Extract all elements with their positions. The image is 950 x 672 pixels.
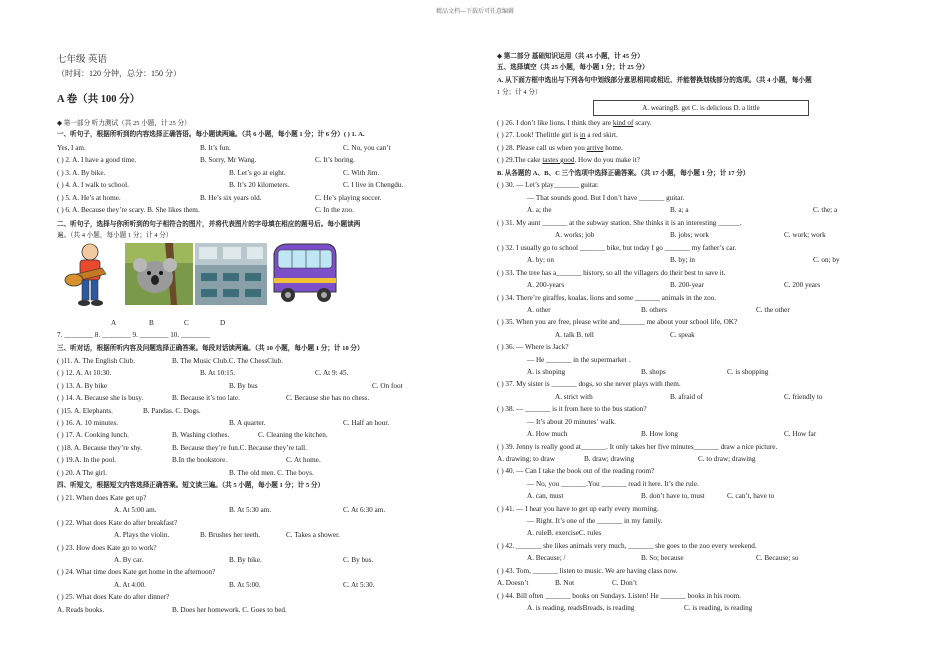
question-38: ( ) 38. — _______ is it from here to the bus station? bbox=[497, 405, 647, 413]
question-33: ( ) 33. The tree has a_______ history, so all the villagers do their best to save it. bbox=[497, 269, 726, 277]
question-23: ( ) 23. How does Kate go to work? bbox=[57, 544, 157, 552]
section2-answer-blanks: 7. ________ 8. ________ 9. ________ 10. ________ bbox=[57, 331, 210, 339]
question-30: ( ) 30. — Let’s play_______ guitar. bbox=[497, 181, 599, 189]
section5-title: 五、选择填空（共 25 小题，每小题 1 分；计 25 分） bbox=[497, 64, 649, 71]
exam-time: （时间：120 分钟，总分：150 分） bbox=[57, 69, 181, 78]
section2-title: 二、听句子，选择与你所听到的句子相符合的图片，并将代表图片的字母填在相应的题号后。每小题读两 bbox=[57, 221, 361, 228]
section1-title: 一、听句子，根据所听到的内容选择正确答语。每小题读两遍。（共 6 小题，每小题 1 分；计 6 分）( ) 1. A. bbox=[57, 131, 365, 138]
question-25: ( ) 25. What does Kate do after dinner? bbox=[57, 593, 170, 601]
grade-title: 七年级 英语 bbox=[57, 55, 107, 65]
section3-title: 三、听对话，根据所听内容及问题选择正确答案。每段对话读两遍。（共 10 小题，每小题 1 分；计 10 分） bbox=[57, 345, 364, 352]
question-27: ( ) 27. Look! Thelittle girl is in a red skirt. bbox=[497, 131, 618, 139]
picture-label-c: C bbox=[184, 319, 189, 327]
sectionA-title-cont: 1 分；计 4 分） bbox=[497, 89, 542, 96]
picture-label-d: D bbox=[220, 319, 226, 327]
sectionA-title: A. 从下面方框中选出与下列各句中划线部分意思相同或相近、并能替换划线部分的选项。（共 4 小题，每小题 bbox=[497, 77, 812, 84]
part1-title: ◆ 第一部分 听力测试（共 25 小题，计 25 分） bbox=[57, 120, 191, 127]
question-43: ( ) 43. Tom, _______ listen to music. We are having class now. bbox=[497, 567, 678, 575]
koala-picture bbox=[125, 243, 193, 305]
volume-title: A 卷（共 100 分） bbox=[57, 94, 141, 105]
question-39: ( ) 39. Jenny is really good at_______. It only takes her five minutes_______ draw a nice picture. bbox=[497, 443, 778, 451]
question-22: ( ) 22. What does Kate do after breakfast? bbox=[57, 519, 178, 527]
page-header: 精品文档---下载后可任意编辑 bbox=[436, 9, 514, 15]
question-36: ( ) 36. — Where is Jack? bbox=[497, 343, 569, 351]
question-44: ( ) 44. Bill often _______ books on Sundays. Listen! He _______ books in his room. bbox=[497, 592, 741, 600]
question-21: ( ) 21. When does Kate get up? bbox=[57, 494, 147, 502]
question-26: ( ) 26. I don’t like lions. I think they are kind of scary. bbox=[497, 119, 652, 127]
question-42: ( ) 42. _______ she likes animals very much, _______ she goes to the zoo every weekend. bbox=[497, 542, 757, 550]
question-41: ( ) 41. — I hear you have to get up early every morning. bbox=[497, 505, 659, 513]
question-40: ( ) 40. — Can I take the book out of the reading room? bbox=[497, 467, 655, 475]
part2-title: ◆ 第二部分 基础知识运用（共 45 小题，计 45 分） bbox=[497, 53, 644, 60]
question-35: ( ) 35. When you are free, please write and_______ me about your school life, OK? bbox=[497, 318, 738, 326]
word-options-box: A. wearingB. get C. is delicious D. a little bbox=[593, 100, 809, 116]
question-29: ( ) 29.The cake tastes good. How do you make it? bbox=[497, 156, 640, 164]
question-24: ( ) 24. What time does Kate get home in the afternoon? bbox=[57, 568, 216, 576]
question-37: ( ) 37. My sister is _______ dogs, so she never plays with them. bbox=[497, 380, 681, 388]
question-32: ( ) 32. I usually go to school _______ bike, but today I go _______ my father’s car. bbox=[497, 244, 737, 252]
guitar-boy-picture bbox=[60, 240, 122, 310]
question-28: ( ) 28. Please call us when you arrive home. bbox=[497, 144, 623, 152]
section2-title-cont: 遍。（共 4 小题，每小题 1 分；计 4 分） bbox=[57, 232, 173, 239]
bus-picture bbox=[268, 240, 340, 308]
picture-label-a: A bbox=[111, 319, 117, 327]
question-34: ( ) 34. There’re giraffes, koalas, lions and some _______ animals in the zoo. bbox=[497, 294, 717, 302]
section4-title: 四、听短文，根据短文内容选择正确答案。短文读三遍。（共 5 小题，每小题 1 分；计 5 分） bbox=[57, 482, 325, 489]
question-31: ( ) 31. My aunt _______ at the subway station. She thinks it is an interesting ______. bbox=[497, 219, 742, 227]
picture-label-b: B bbox=[149, 319, 154, 327]
sectionB-title: B. 从各题的 A、B、C 三个选项中选择正确答案。（共 17 小题，每小题 1 分；计 17 分） bbox=[497, 170, 750, 177]
classroom-picture bbox=[195, 243, 267, 305]
